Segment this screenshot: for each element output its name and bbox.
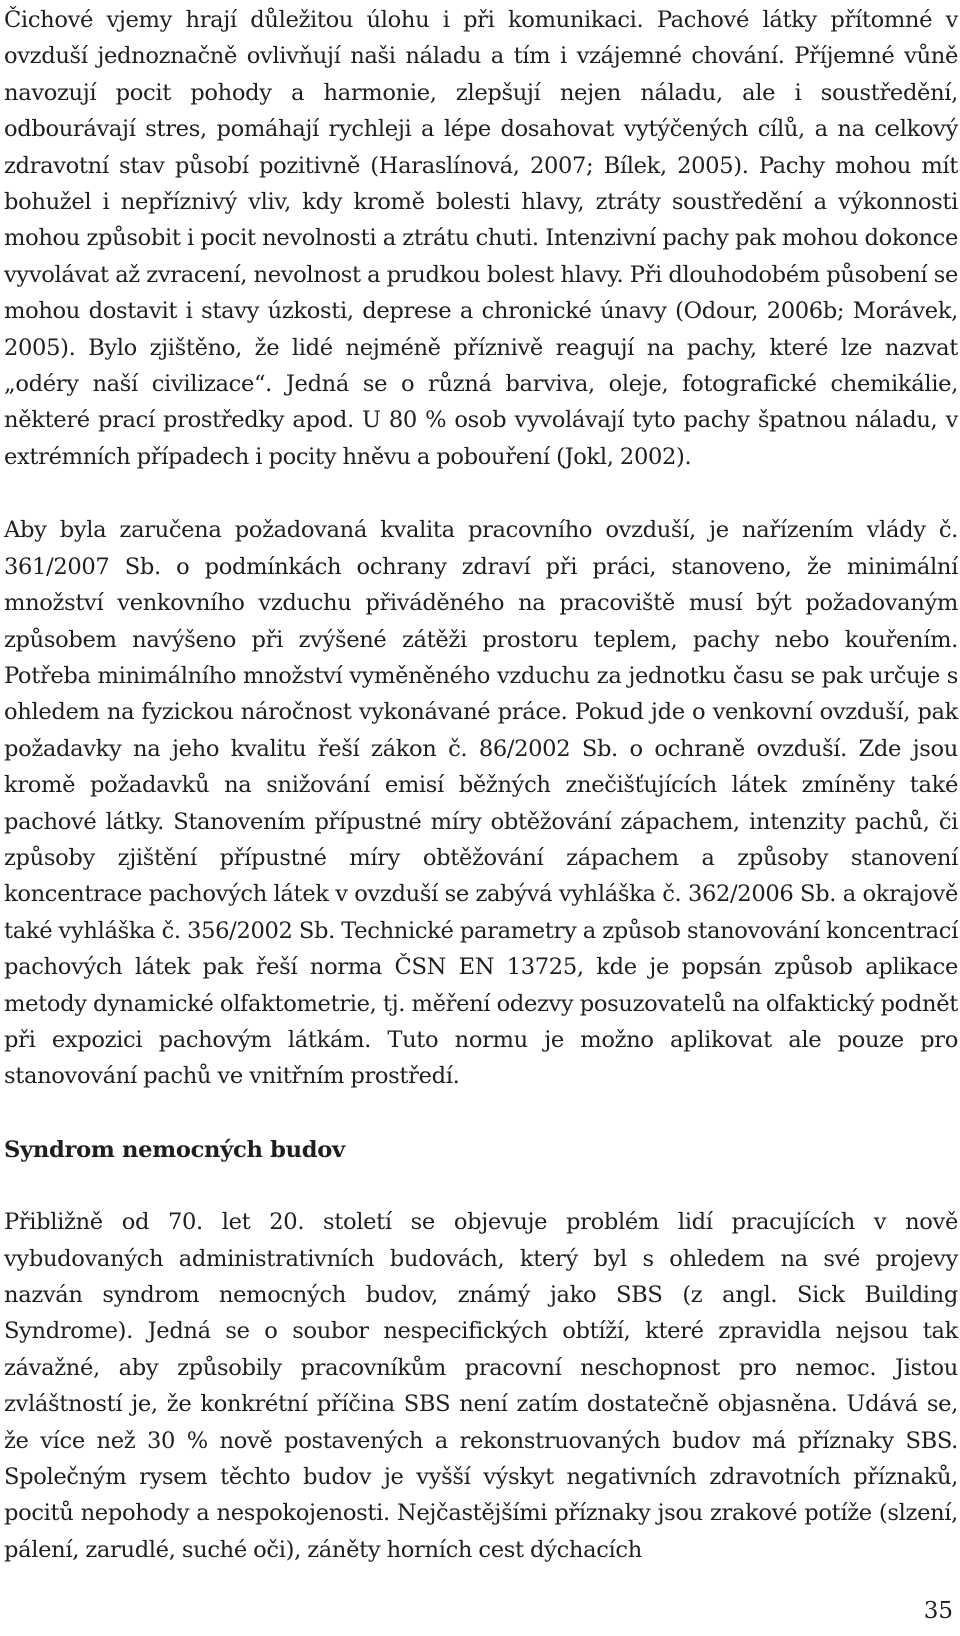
paragraph-air-quality-regulation: Aby byla zaručena požadovaná kvalita pracovního ovzduší, je nařízením vlády č. 361/2007 Sb. o podmínkách ochrany zdraví při práci, stanoveno, že minimální množství venkovního vzduchu přiváděného na pracoviště musí být požadovaným způsobem navýšeno při zvýšené zátěži prostoru teplem, pachy nebo kouřením. Potřeba minimálního množství vyměněného vzduchu za jednotku času se pak určuje s ohledem na fyzickou náročnost vykonávané práce. Pokud jde o venkovní ovzduší, pak požadavky na jeho kvalitu řeší zákon č. 86/2002 Sb. o ochraně ovzduší. Zde jsou kromě požadavků na snižování emisí běžných znečišťujících látek zmíněny také pachové látky. Stanovením přípustné míry obtěžování zápachem, intenzity pachů, či způsoby zjištění přípustné míry obtěžování zápachem a způsoby stanovení koncentrace pachových látek v ovzduší se zabývá vyhláška č. 362/2006 Sb. a okrajově také vyhláška č. 356/2002 Sb. Technické parametry a způsob stanovování koncentrací pachových látek pak řeší norma ČSN EN 13725, kde je popsán způsob aplikace metody dynamické olfaktometrie, tj. měření odezvy posuzovatelů na olfaktický podnět při expozici pachovým látkám. Tuto normu je možno aplikovat ale pouze pro stanovování pachů ve vnitřním prostředí.	[4, 517, 958, 1090]
page-number: 35	[923, 1598, 953, 1624]
section-heading: Syndrom nemocných budov	[4, 1136, 345, 1163]
document-page	[4, 2, 958, 1568]
section-spacer	[4, 1095, 958, 1132]
paragraph-sick-building-syndrome: Přibližně od 70. let 20. století se objevuje problém lidí pracujících v nově vybudovaných administrativních budovách, který byl s ohledem na své projevy nazván syndrom nemocných budov, známý jako SBS (z angl. Sick Building Syndrome). Jedná se o soubor nespecifických obtíží, které zpravidla nejsou tak závažné, aby způsobily pracovníkům pracovní neschopnost pro nemoc. Jistou zvláštností je, že konkrétní příčina SBS není zatím dostatečně objasněna. Udává se, že více než 30 % nově postavených a rekonstruovaných budov má příznaky SBS. Společným rysem těchto budov je vyšší výskyt negativních zdravotních příznaků, pocitů nepohody a nespokojenosti. Nejčastějšími příznaky jsou zrakové potíže (slzení, pálení, zarudlé, suché oči), záněty horních cest dýchacích	[4, 1209, 958, 1563]
paragraph-odours-communication: Čichové vjemy hrají důležitou úlohu i při komunikaci. Pachové látky přítomné v ovzduší jednoznačně ovlivňují naši náladu a tím i vzájemné chování. Příjemné vůně navozují pocit pohody a harmonie, zlepšují nejen náladu, ale i soustředění, odbourávají stres, pomáhají rychleji a lépe dosahovat vytýčených cílů, a na celkový zdravotní stav působí pozitivně (Haraslínová, 2007; Bílek, 2005). Pachy mohou mít bohužel i nepříznivý vliv, kdy kromě bolesti hlavy, ztráty soustředění a výkonnosti mohou způsobit i pocit nevolnosti a ztrátu chuti. Intenzivní pachy pak mohou dokonce vyvolávat až zvracení, nevolnost a prudkou bolest hlavy. Při dlouhodobém působení se mohou dostavit i stavy úzkosti, deprese a chronické únavy (Odour, 2006b; Morávek, 2005). Bylo zjištěno, že lidé nejméně příznivě reagují na pachy, které lze nazvat „odéry naší civilizace“. Jedná se o různá barviva, oleje, fotografické chemikálie, některé prací prostředky apod. U 80 % osob vyvolávají tyto pachy špatnou náladu, v extrémních případech i pocity hněvu a pobouření (Jokl, 2002).	[4, 7, 958, 470]
heading-spacer	[4, 1168, 958, 1204]
paragraph-spacer	[4, 475, 958, 512]
